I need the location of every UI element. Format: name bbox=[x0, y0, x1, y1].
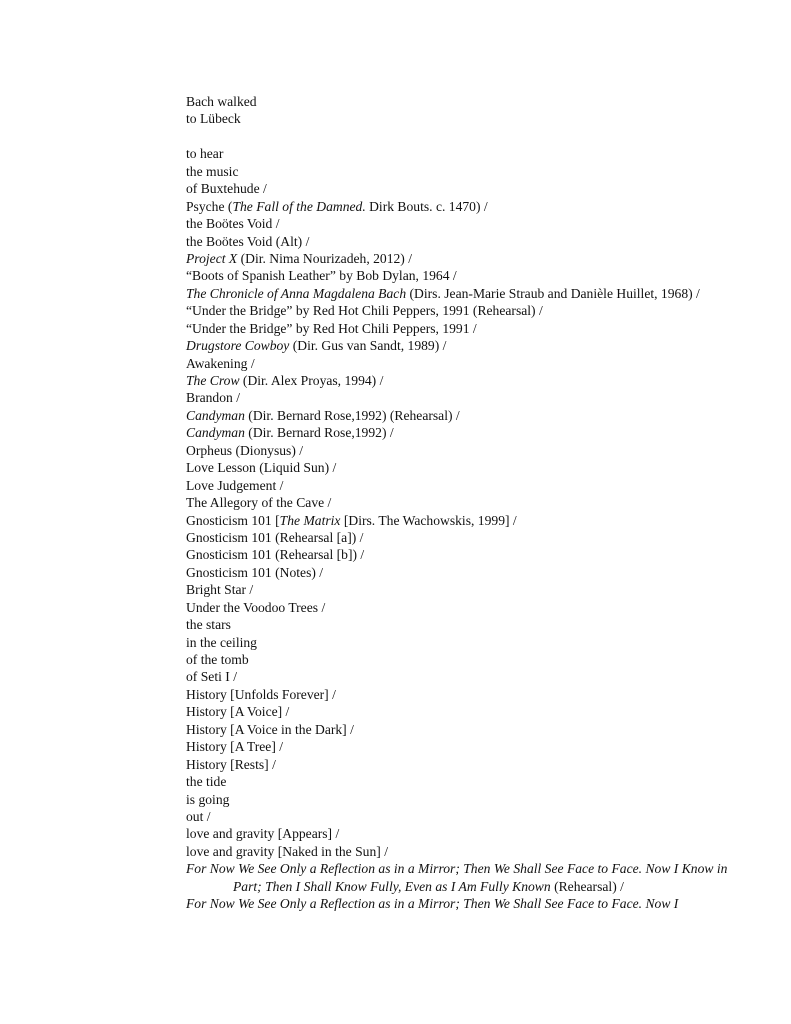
text-run: in the ceiling bbox=[186, 634, 257, 650]
text-line bbox=[186, 634, 746, 651]
text-line bbox=[186, 616, 746, 633]
text-line bbox=[186, 529, 746, 546]
blank-line bbox=[186, 128, 746, 145]
italic-title: Project X bbox=[186, 250, 238, 266]
text-line bbox=[186, 686, 746, 703]
text-line bbox=[186, 512, 746, 529]
text-run: the Boötes Void / bbox=[186, 216, 280, 232]
text-line bbox=[186, 843, 746, 860]
italic-title: The Chronicle of Anna Magdalena Bach bbox=[186, 285, 407, 301]
text-run: Under the Voodoo Trees / bbox=[186, 599, 326, 615]
text-run: History [A Tree] / bbox=[186, 739, 284, 755]
text-run: Gnosticism 101 (Rehearsal [b]) / bbox=[186, 547, 365, 563]
text-line bbox=[186, 215, 746, 232]
text-run: History [A Voice in the Dark] / bbox=[186, 721, 354, 737]
text-run: Brandon / bbox=[186, 390, 240, 406]
text-line bbox=[186, 250, 746, 267]
text-line bbox=[186, 459, 746, 476]
text-run: (Dir. Nima Nourizadeh, 2012) / bbox=[237, 250, 413, 266]
text-run: Love Judgement / bbox=[186, 477, 284, 493]
text-line bbox=[186, 703, 746, 720]
text-run: (Dir. Bernard Rose,1992) / bbox=[244, 425, 394, 441]
text-line bbox=[186, 233, 746, 250]
text-run: is going bbox=[186, 791, 230, 807]
text-line bbox=[186, 372, 746, 389]
text-run: History [A Voice] / bbox=[186, 704, 290, 720]
text-line bbox=[186, 860, 746, 895]
text-run: (Dirs. Jean-Marie Straub and Danièle Huillet, 1968) / bbox=[406, 285, 700, 301]
text-run: History [Rests] / bbox=[186, 756, 276, 772]
text-line bbox=[186, 564, 746, 581]
text-line bbox=[186, 180, 746, 197]
text-line bbox=[186, 110, 746, 127]
text-run: of Buxtehude / bbox=[186, 181, 267, 197]
italic-title: The Matrix bbox=[279, 512, 341, 528]
text-line bbox=[186, 337, 746, 354]
poem-text bbox=[186, 93, 746, 913]
text-run: the music bbox=[186, 163, 239, 179]
text-line bbox=[186, 302, 746, 319]
italic-title: Candyman bbox=[186, 425, 245, 441]
text-line bbox=[186, 494, 746, 511]
text-line bbox=[186, 825, 746, 842]
text-run: “Under the Bridge” by Red Hot Chili Peppers, 1991 / bbox=[186, 320, 477, 336]
italic-title: Drugstore Cowboy bbox=[186, 338, 290, 354]
text-run: Bach walked bbox=[186, 94, 257, 109]
text-run: Awakening / bbox=[186, 355, 255, 371]
text-line bbox=[186, 477, 746, 494]
text-run: of Seti I / bbox=[186, 669, 237, 685]
text-line bbox=[186, 93, 746, 110]
text-line bbox=[186, 267, 746, 284]
text-run: Gnosticism 101 [ bbox=[186, 512, 280, 528]
italic-title: The Fall of the Damned. bbox=[232, 198, 366, 214]
text-run: love and gravity [Appears] / bbox=[186, 826, 340, 842]
text-run: Psyche ( bbox=[186, 198, 233, 214]
text-run: “Under the Bridge” by Red Hot Chili Peppers, 1991 (Rehearsal) / bbox=[186, 303, 543, 319]
text-line bbox=[186, 145, 746, 162]
text-line bbox=[186, 581, 746, 598]
text-run: History [Unfolds Forever] / bbox=[186, 686, 336, 702]
text-line bbox=[186, 773, 746, 790]
text-line bbox=[186, 389, 746, 406]
text-run: Gnosticism 101 (Rehearsal [a]) / bbox=[186, 529, 364, 545]
italic-title: For Now We See Only a Reflection as in a Mirror; Then We Shall See Face to Face. Now I bbox=[186, 896, 679, 912]
text-run: to Lübeck bbox=[186, 111, 241, 127]
text-run: The Allegory of the Cave / bbox=[186, 495, 332, 511]
text-line bbox=[186, 320, 746, 337]
text-run: Dirk Bouts. c. 1470) / bbox=[365, 198, 488, 214]
text-line bbox=[186, 756, 746, 773]
text-line bbox=[186, 599, 746, 616]
text-run: Bright Star / bbox=[186, 582, 254, 598]
text-run: “Boots of Spanish Leather” by Bob Dylan, 1964 / bbox=[186, 268, 457, 284]
text-run: [Dirs. The Wachowskis, 1999] / bbox=[340, 512, 517, 528]
italic-title: The Crow bbox=[186, 373, 240, 389]
text-run: love and gravity [Naked in the Sun] / bbox=[186, 843, 388, 859]
text-line bbox=[186, 163, 746, 180]
text-run: Gnosticism 101 (Notes) / bbox=[186, 564, 324, 580]
text-line bbox=[186, 424, 746, 441]
text-run: to hear bbox=[186, 146, 224, 162]
text-line bbox=[186, 651, 746, 668]
text-run: the tide bbox=[186, 774, 227, 790]
text-line bbox=[186, 546, 746, 563]
italic-title: Candyman bbox=[186, 407, 245, 423]
text-line bbox=[186, 198, 746, 215]
text-line bbox=[186, 808, 746, 825]
text-line bbox=[186, 285, 746, 302]
text-line bbox=[186, 791, 746, 808]
text-run: Orpheus (Dionysus) / bbox=[186, 442, 304, 458]
text-line bbox=[186, 407, 746, 424]
text-run: Love Lesson (Liquid Sun) / bbox=[186, 460, 337, 476]
text-line bbox=[186, 738, 746, 755]
text-line bbox=[186, 721, 746, 738]
text-line bbox=[186, 442, 746, 459]
text-run: the Boötes Void (Alt) / bbox=[186, 233, 310, 249]
text-line bbox=[186, 895, 746, 912]
italic-title: For Now We See Only a Reflection as in a Mirror; Then We Shall See Face to Face. Now I Know in Part; Then I Shall Know Fully, Even as I Am Fully Known bbox=[186, 861, 728, 894]
text-run: of the tomb bbox=[186, 652, 249, 668]
text-run: the stars bbox=[186, 617, 231, 633]
text-run: out / bbox=[186, 808, 211, 824]
text-run: (Dir. Alex Proyas, 1994) / bbox=[239, 373, 384, 389]
text-run: (Dir. Gus van Sandt, 1989) / bbox=[289, 338, 447, 354]
text-line bbox=[186, 355, 746, 372]
text-line bbox=[186, 668, 746, 685]
text-run: (Dir. Bernard Rose,1992) (Rehearsal) / bbox=[244, 407, 460, 423]
text-run: (Rehearsal) / bbox=[550, 878, 624, 894]
